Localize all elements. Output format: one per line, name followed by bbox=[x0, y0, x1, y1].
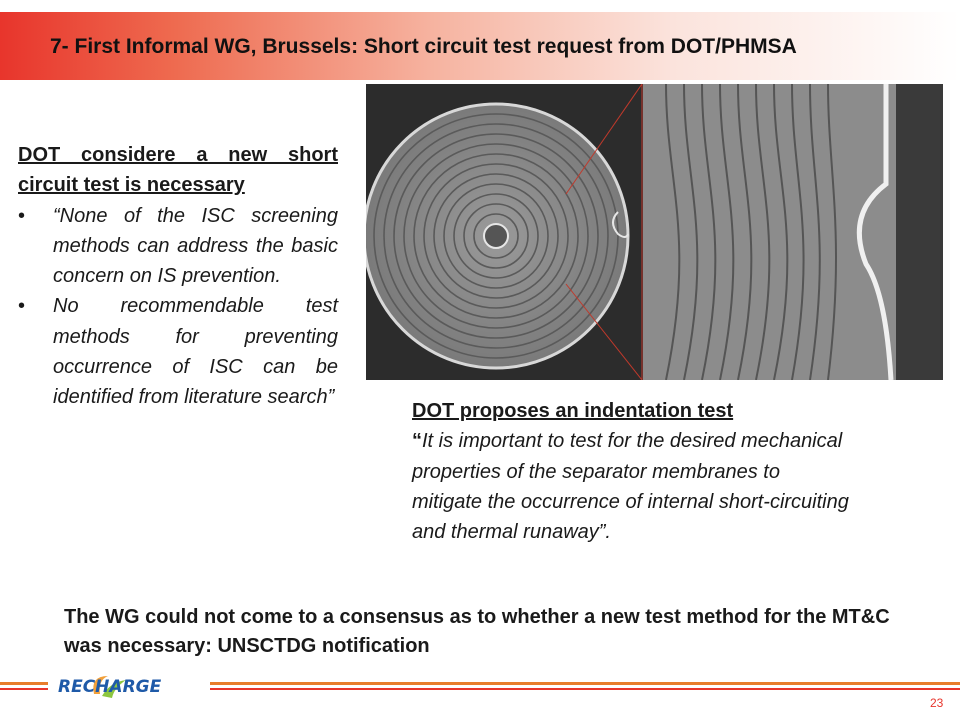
list-item bbox=[18, 291, 338, 412]
dot-quote bbox=[412, 426, 852, 547]
bullet-icon: • bbox=[18, 295, 26, 318]
left-column bbox=[18, 140, 338, 413]
logo-text: RECHARGE bbox=[58, 677, 162, 697]
bullet-text: “None of the ISC screening methods can address the basic concern on IS prevention. bbox=[53, 204, 338, 288]
left-heading: DOT considere a new short circuit test is necessary bbox=[18, 144, 338, 197]
list-item bbox=[18, 201, 338, 292]
conclusion-text: The WG could not come to a consensus as to whether a new test method for the MT&C was necessary: UNSCTDG notification bbox=[64, 606, 890, 657]
footer-divider bbox=[210, 682, 960, 685]
page-number: 23 bbox=[930, 696, 944, 710]
bullet-icon: • bbox=[18, 204, 26, 227]
slide-title: 7- First Informal WG, Brussels: Short circuit test request from DOT/PHMSA bbox=[50, 35, 797, 58]
quote-mark: “ bbox=[412, 430, 422, 453]
footer-divider bbox=[0, 682, 48, 685]
footer-divider bbox=[0, 688, 48, 690]
quote-text: It is important to test for the desired mechanical properties of the separator membranes to mitigate the occurrence of internal short-circuiting and thermal runaway”. bbox=[412, 430, 849, 544]
recharge-logo bbox=[50, 672, 210, 700]
right-heading: DOT proposes an indentation test bbox=[412, 400, 734, 422]
bullet-text: No recommendable test methods for preventing occurrence of ISC can be identified from literature search” bbox=[53, 295, 338, 409]
right-column bbox=[412, 396, 852, 547]
footer-divider bbox=[210, 688, 960, 690]
battery-ct-scan-image bbox=[366, 84, 943, 380]
left-bullet-list bbox=[18, 201, 338, 413]
